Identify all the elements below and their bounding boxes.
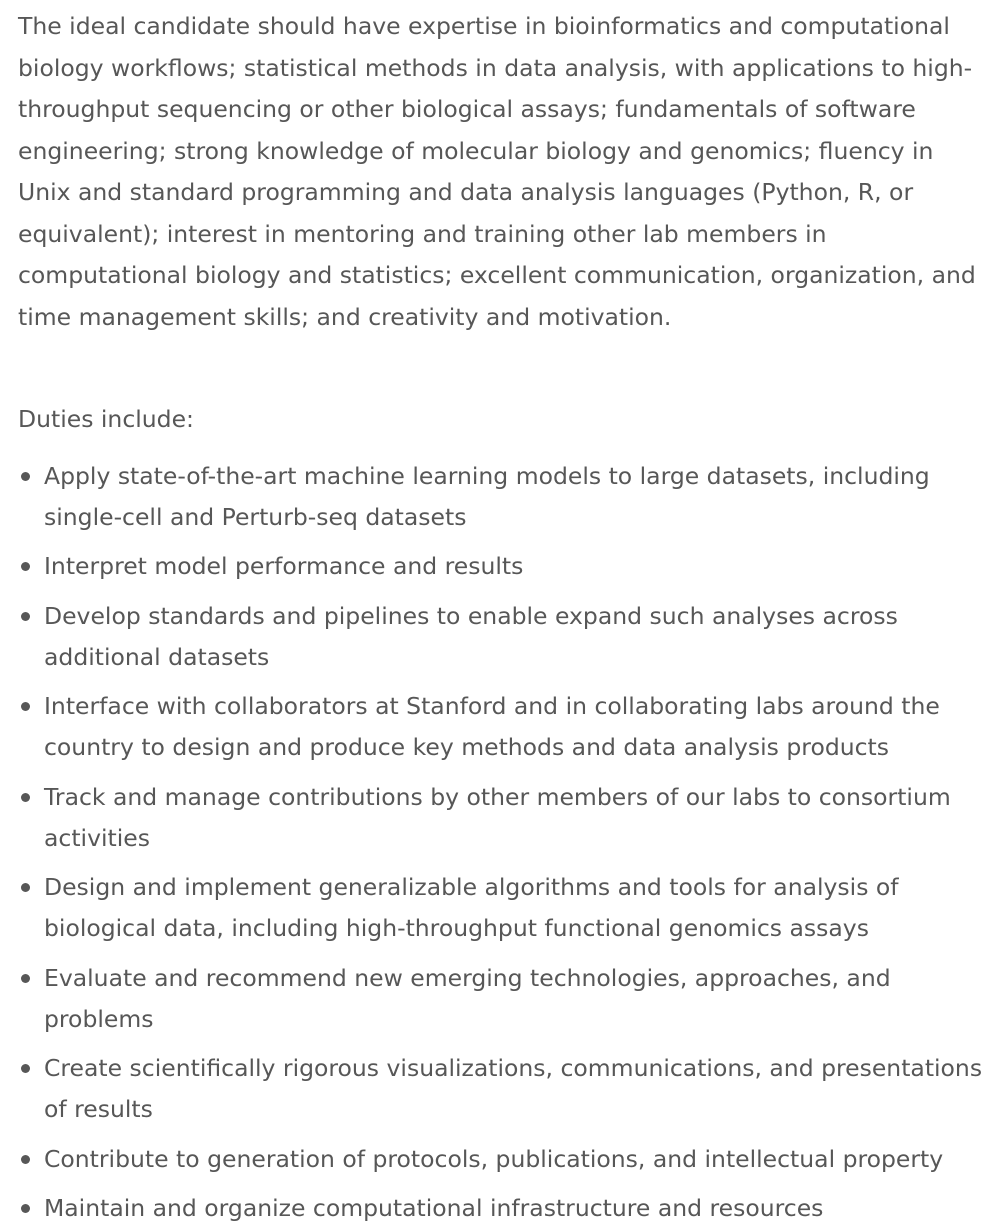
list-item bbox=[18, 546, 984, 587]
list-item bbox=[18, 777, 984, 859]
duty-text: Contribute to generation of protocols, publications, and intellectual property bbox=[44, 1145, 943, 1173]
duty-text: Interpret model performance and results bbox=[44, 552, 523, 580]
list-item bbox=[18, 596, 984, 678]
list-item bbox=[18, 686, 984, 768]
duty-text: Create scientifically rigorous visualizations, communications, and presentations of results bbox=[44, 1054, 982, 1123]
bullet-icon bbox=[21, 562, 30, 571]
duty-text: Track and manage contributions by other members of our labs to consortium activities bbox=[44, 783, 951, 852]
duty-text: Interface with collaborators at Stanford and in collaborating labs around the country to design and produce key methods and data analysis products bbox=[44, 692, 940, 761]
bullet-icon bbox=[21, 974, 30, 983]
list-item bbox=[18, 456, 984, 538]
duty-text: Design and implement generalizable algorithms and tools for analysis of biological data, including high-throughput functional genomics assays bbox=[44, 873, 899, 942]
bullet-icon bbox=[21, 472, 30, 481]
list-item bbox=[18, 1188, 984, 1229]
duties-list bbox=[18, 456, 996, 1229]
bullet-icon bbox=[21, 883, 30, 892]
duty-text: Apply state-of-the-art machine learning models to large datasets, including single-cell and Perturb-seq datasets bbox=[44, 462, 930, 531]
duty-text: Maintain and organize computational infrastructure and resources bbox=[44, 1194, 823, 1222]
bullet-icon bbox=[21, 793, 30, 802]
list-item bbox=[18, 958, 984, 1040]
list-item bbox=[18, 1048, 984, 1130]
bullet-icon bbox=[21, 1064, 30, 1073]
bullet-icon bbox=[21, 702, 30, 711]
duty-text: Evaluate and recommend new emerging technologies, approaches, and problems bbox=[44, 964, 891, 1033]
duty-text: Develop standards and pipelines to enable expand such analyses across additional datasets bbox=[44, 602, 898, 671]
list-item bbox=[18, 1139, 984, 1180]
duties-heading: Duties include: bbox=[18, 399, 996, 441]
bullet-icon bbox=[21, 612, 30, 621]
ideal-candidate-paragraph: The ideal candidate should have expertise in bioinformatics and computational biology workflows; statistical methods in data analysis, with applications to high-throughput sequencing or other biological assays; fundamentals of software engineering; strong knowledge of molecular biology and genomics; fluency in Unix and standard programming and data analysis languages (Python, R, or equivalent); interest in mentoring and training other lab members in computational biology and statistics; excellent communication, organization, and time management skills; and creativity and motivation. bbox=[18, 6, 990, 338]
bullet-icon bbox=[21, 1155, 30, 1164]
list-item bbox=[18, 867, 984, 949]
bullet-icon bbox=[21, 1204, 30, 1213]
